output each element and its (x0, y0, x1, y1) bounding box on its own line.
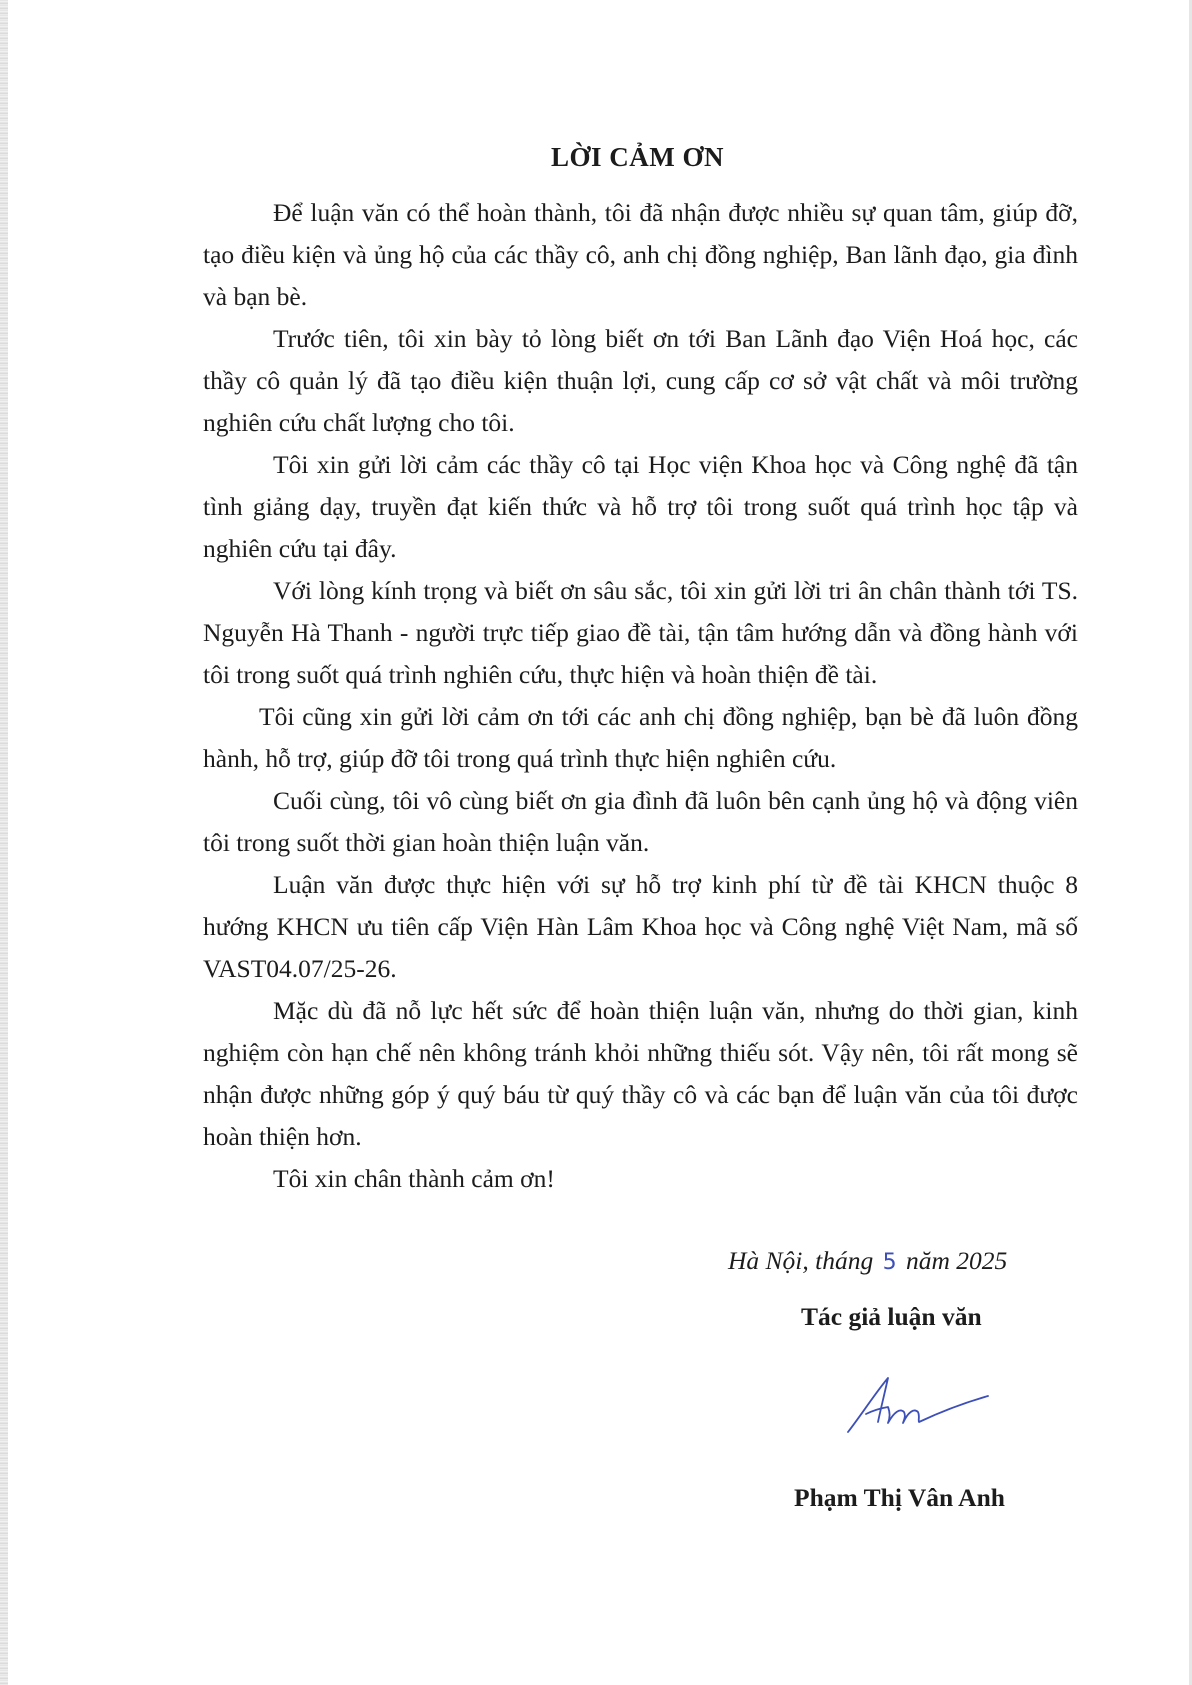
paragraph-4: Với lòng kính trọng và biết ơn sâu sắc, tôi xin gửi lời tri ân chân thành tới TS. Nguyễn Hà Thanh - người trực tiếp giao đề tài, tận tâm hướng dẫn và đồng hành với tôi trong suốt quá trình nghiên cứu, thực hiện và hoàn thiện đề tài. (203, 576, 1078, 689)
paragraph-7: Luận văn được thực hiện với sự hỗ trợ kinh phí từ đề tài KHCN thuộc 8 hướng KHCN ưu tiên cấp Viện Hàn Lâm Khoa học và Công nghệ Việt Nam, mã số VAST04.07/25-26. (203, 870, 1078, 983)
handwritten-signature (840, 1370, 1000, 1450)
paragraph-3: Tôi xin gửi lời cảm các thầy cô tại Học viện Khoa học và Công nghệ đã tận tình giảng dạy, truyền đạt kiến thức và hỗ trợ tôi trong suốt quá trình học tập và nghiên cứu tại đây. (203, 450, 1078, 563)
author-name: Phạm Thị Vân Anh (794, 1483, 1005, 1512)
scan-edge-left (0, 0, 8, 1685)
date-suffix: năm 2025 (905, 1246, 1008, 1275)
paragraph-8: Mặc dù đã nỗ lực hết sức để hoàn thiện luận văn, nhưng do thời gian, kinh nghiệm còn hạn chế nên không tránh khỏi những thiếu sót. Vậy nên, tôi rất mong sẽ nhận được những góp ý quý báu từ quý thầy cô và các bạn để luận văn của tôi được hoàn thiện hơn. (203, 996, 1078, 1151)
paragraph-5: Tôi cũng xin gửi lời cảm ơn tới các anh chị đồng nghiệp, bạn bè đã luôn đồng hành, hỗ trợ, giúp đỡ tôi trong quá trình thực hiện nghiên cứu. (203, 702, 1078, 773)
author-role: Tác giả luận văn (801, 1302, 982, 1331)
acknowledgement-body (203, 192, 1078, 1200)
handwritten-month: 5 (882, 1250, 897, 1275)
paragraph-6: Cuối cùng, tôi vô cùng biết ơn gia đình đã luôn bên cạnh ủng hộ và động viên tôi trong suốt thời gian hoàn thiện luận văn. (203, 786, 1078, 857)
paragraph-1: Để luận văn có thể hoàn thành, tôi đã nhận được nhiều sự quan tâm, giúp đỡ, tạo điều kiện và ủng hộ của các thầy cô, anh chị đồng nghiệp, Ban lãnh đạo, gia đình và bạn bè. (203, 198, 1078, 311)
signature-date (728, 1246, 1007, 1276)
page-title: LỜI CẢM ƠN (551, 142, 724, 172)
date-prefix: Hà Nội, tháng (728, 1246, 874, 1275)
paragraph-9: Tôi xin chân thành cảm ơn! (273, 1164, 555, 1193)
paragraph-2: Trước tiên, tôi xin bày tỏ lòng biết ơn tới Ban Lãnh đạo Viện Hoá học, các thầy cô quản lý đã tạo điều kiện thuận lợi, cung cấp cơ sở vật chất và môi trường nghiên cứu chất lượng cho tôi. (203, 324, 1078, 437)
